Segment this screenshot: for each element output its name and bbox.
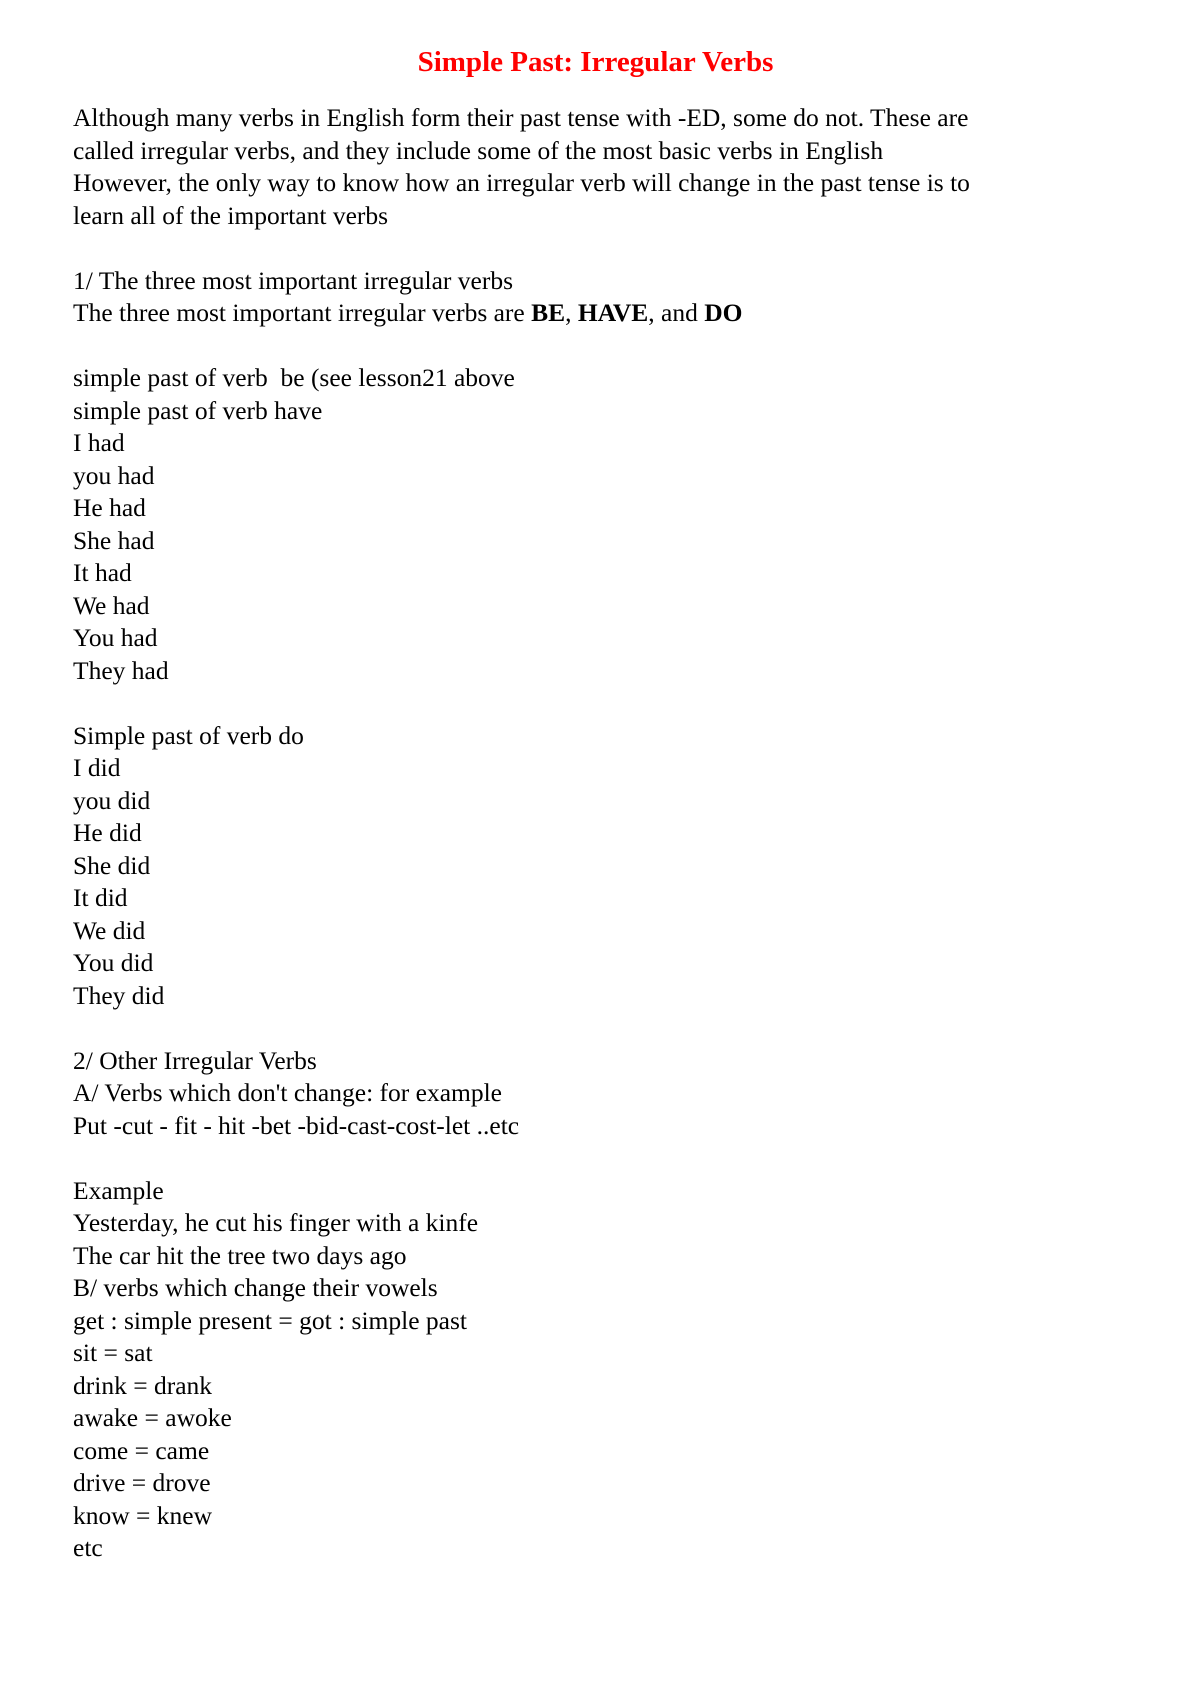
do-form: She did [73,850,151,880]
vowel-change-item: know = knew [73,1500,213,1530]
have-form: They had [73,655,169,685]
verb-do: DO [704,298,743,327]
separator: , [565,298,578,327]
be-note: simple past of verb be (see lesson21 above [73,363,515,392]
do-form: You did [73,948,154,977]
intro-line: However, the only way to know how an irregular verb will change in the past tense is to [73,168,970,197]
spacer [73,330,1118,363]
have-form: you had [73,460,155,490]
do-form: you did [73,785,151,815]
have-form: We had [73,590,150,620]
section-1-heading: 1/ The three most important irregular verbs [73,265,513,295]
section-2b-heading: B/ verbs which change their vowels [73,1273,438,1302]
vowel-change-item: drink = drank [73,1370,213,1400]
document-page [73,42,1118,1565]
example-sentence: The car hit the tree two days ago [73,1240,407,1270]
do-form: It did [73,883,128,912]
vowel-change-item: awake = awoke [73,1403,232,1432]
do-heading: Simple past of verb do [73,720,304,750]
vowel-change-item: drive = drove [73,1468,211,1497]
separator: , and [648,298,705,327]
verb-be: BE [531,298,566,327]
sentence-text: The three most important irregular verbs are [73,298,532,327]
spacer [73,232,1118,265]
do-form: I did [73,753,121,782]
vowel-change-item: etc [73,1533,103,1562]
vowel-change-item: sit = sat [73,1338,153,1367]
intro-paragraph [73,102,1118,232]
do-form: They did [73,980,165,1010]
have-form: It had [73,558,132,587]
do-form: He did [73,818,142,847]
spacer [73,687,1118,720]
intro-line: learn all of the important verbs [73,200,389,230]
have-form: I had [73,428,125,457]
have-form: He had [73,493,146,522]
do-form: We did [73,915,146,945]
intro-line: called irregular verbs, and they include some of the most basic verbs in English [73,135,884,165]
vowel-change-item: come = came [73,1435,210,1465]
intro-line: Although many verbs in English form their past tense with -ED, some do not. These are [73,103,969,132]
page-title: Simple Past: Irregular Verbs [417,46,774,78]
verb-have: HAVE [577,298,649,327]
spacer [73,1142,1118,1175]
example-label: Example [73,1175,164,1205]
have-form: You had [73,623,158,652]
section-1-sentence [73,297,1118,330]
section-2a-heading: A/ Verbs which don't change: for example [73,1078,503,1107]
have-heading: simple past of verb have [73,395,323,425]
example-sentence: Yesterday, he cut his finger with a kinfe [73,1208,479,1237]
section-2-heading: 2/ Other Irregular Verbs [73,1045,317,1075]
vowel-change-item: get : simple present = got : simple past [73,1305,467,1335]
have-form: She had [73,525,155,555]
unchanged-verbs-list: Put -cut - fit - hit -bet -bid-cast-cost-let ..etc [73,1110,520,1140]
spacer [73,1012,1118,1045]
